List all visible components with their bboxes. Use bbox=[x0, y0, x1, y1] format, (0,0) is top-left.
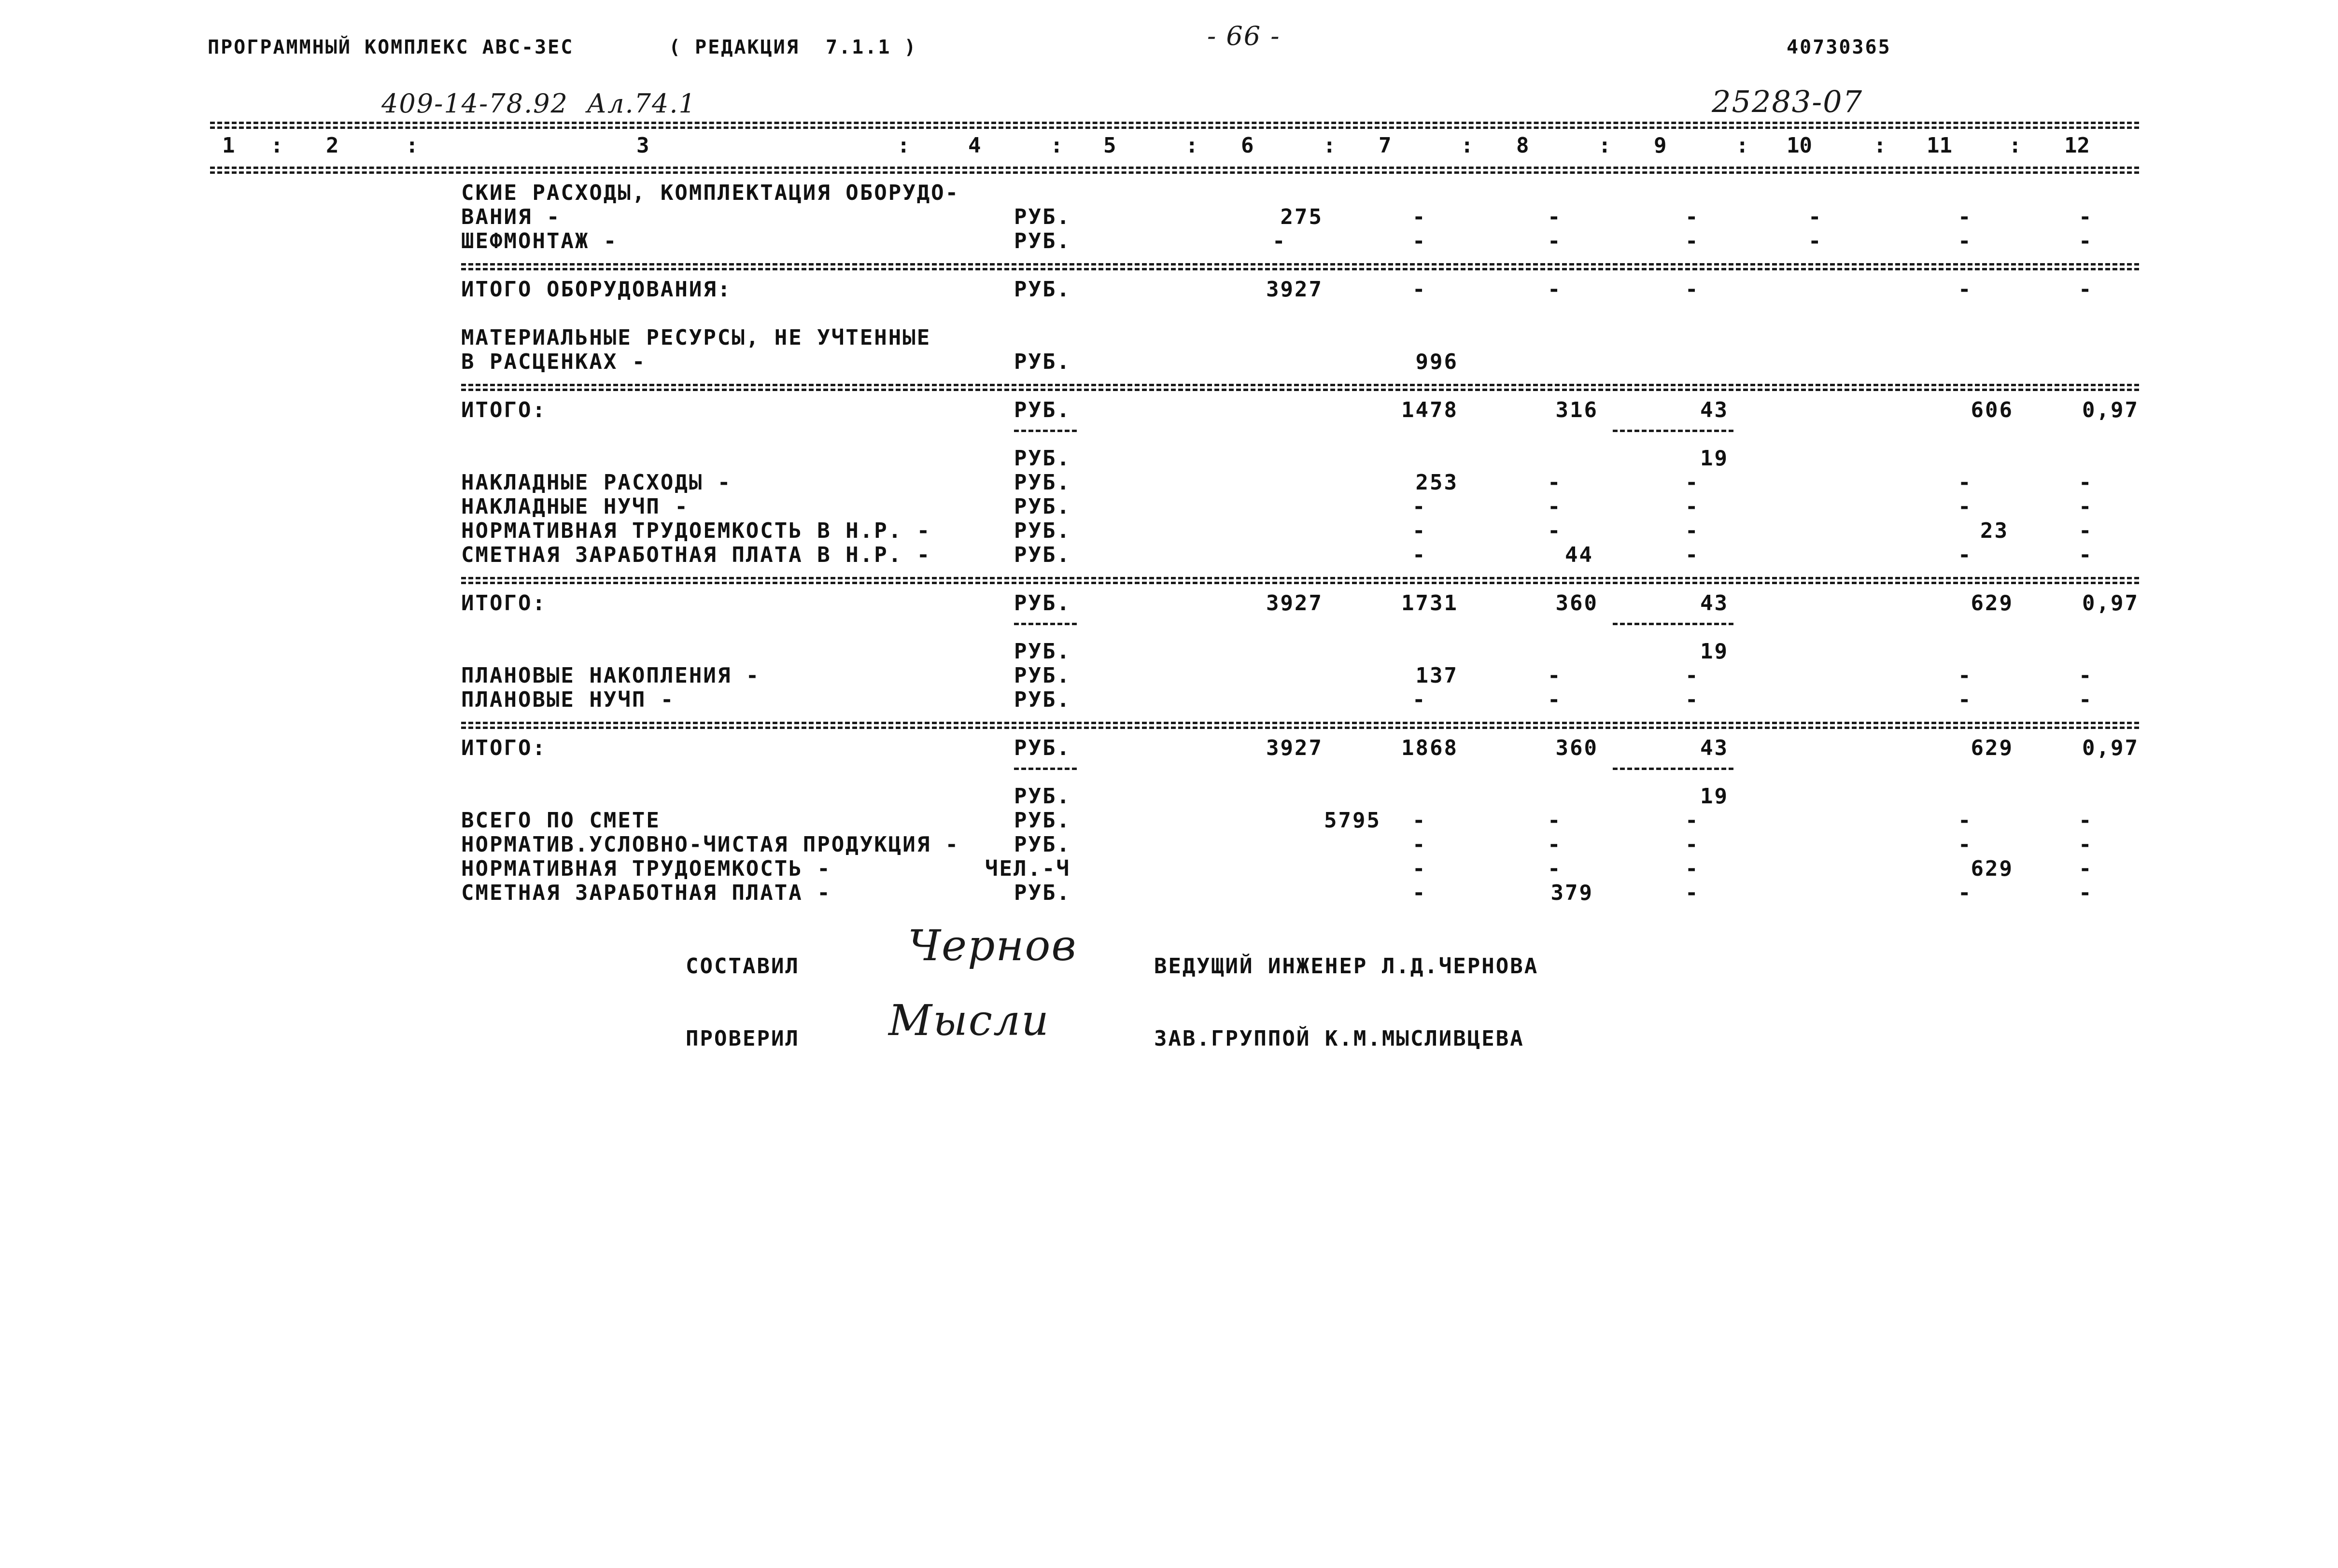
unit-underline bbox=[1014, 623, 1077, 625]
value-col8: 360 bbox=[1555, 736, 1598, 760]
value-col9: - bbox=[1685, 543, 1700, 567]
value-col9: - bbox=[1685, 856, 1700, 881]
row-label: ВАНИЯ - bbox=[461, 205, 561, 229]
value-col11: - bbox=[1958, 277, 1972, 302]
value-col9: 43 bbox=[1700, 398, 1729, 422]
column-header: 2 bbox=[326, 133, 339, 158]
value-col6: 3927 bbox=[1266, 591, 1323, 616]
value-col10: - bbox=[1808, 205, 1823, 229]
column-header: 7 bbox=[1379, 133, 1392, 158]
column-separator: : bbox=[897, 133, 910, 158]
row-unit: РУБ. bbox=[1014, 639, 1071, 664]
row-unit: РУБ. bbox=[1014, 663, 1071, 688]
value-col12: - bbox=[2079, 687, 2093, 712]
value-col11: - bbox=[1958, 687, 1972, 712]
section-rule bbox=[461, 582, 2139, 584]
value-col8: - bbox=[1548, 277, 1562, 302]
value-col9: - bbox=[1685, 663, 1700, 688]
row-label: ВСЕГО ПО СМЕТЕ bbox=[461, 808, 661, 833]
value-col7: - bbox=[1412, 808, 1427, 833]
column-separator: : bbox=[1050, 133, 1063, 158]
value-col7: - bbox=[1412, 856, 1427, 881]
value-col7: - bbox=[1412, 881, 1427, 905]
value-col11: - bbox=[1958, 881, 1972, 905]
row-unit: РУБ. bbox=[1014, 446, 1071, 471]
column-separator: : bbox=[1461, 133, 1474, 158]
value-col9: - bbox=[1685, 494, 1700, 519]
value-col9: - bbox=[1685, 687, 1700, 712]
value-col11: 629 bbox=[1971, 856, 2014, 881]
section-rule bbox=[461, 384, 2139, 386]
value-col8: 379 bbox=[1550, 881, 1593, 905]
value-col7: 253 bbox=[1415, 470, 1458, 495]
row-unit: РУБ. bbox=[1014, 518, 1071, 543]
row-label: МАТЕРИАЛЬНЫЕ РЕСУРСЫ, НЕ УЧТЕННЫЕ bbox=[461, 325, 931, 350]
value-col11: 629 bbox=[1971, 736, 2014, 760]
header-bottom-rule-2 bbox=[210, 171, 2139, 174]
section-rule bbox=[461, 727, 2139, 729]
compiled-signature: Чернов bbox=[908, 921, 1077, 970]
value-col7: 1731 bbox=[1401, 591, 1458, 616]
value-col7: 996 bbox=[1415, 350, 1458, 374]
value-col12: - bbox=[2079, 663, 2093, 688]
value-col11: - bbox=[1958, 470, 1972, 495]
value-col9: 19 bbox=[1700, 784, 1729, 809]
column-separator: : bbox=[2009, 133, 2022, 158]
column-separator: : bbox=[1185, 133, 1198, 158]
column-header: 1 bbox=[222, 133, 235, 158]
row-unit: РУБ. bbox=[1014, 832, 1071, 857]
row-label: В РАСЦЕНКАХ - bbox=[461, 350, 647, 374]
row-label: ИТОГО: bbox=[461, 736, 547, 760]
page-number: - 66 - bbox=[1207, 21, 1281, 51]
value-col12: - bbox=[2079, 277, 2093, 302]
program-title: ПРОГРАММНЫЙ КОМПЛЕКС АВС-3ЕС bbox=[208, 36, 574, 58]
value-col7: - bbox=[1412, 832, 1427, 857]
value-col8: - bbox=[1548, 663, 1562, 688]
value-col6: 3927 bbox=[1266, 736, 1323, 760]
value-col12: - bbox=[2079, 229, 2093, 253]
header-bottom-rule bbox=[210, 167, 2139, 169]
column-header: 3 bbox=[636, 133, 649, 158]
row-label: НОРМАТИВНАЯ ТРУДОЕМКОСТЬ В Н.Р. - bbox=[461, 518, 931, 543]
compiled-by: ВЕДУЩИЙ ИНЖЕНЕР Л.Д.ЧЕРНОВА bbox=[1154, 954, 1539, 979]
section-rule bbox=[461, 577, 2139, 579]
value-col7: 1868 bbox=[1401, 736, 1458, 760]
value-col11: - bbox=[1958, 808, 1972, 833]
row-unit: РУБ. bbox=[1014, 687, 1071, 712]
unit-underline bbox=[1014, 768, 1077, 770]
value-col12: - bbox=[2079, 832, 2093, 857]
value-col11: - bbox=[1958, 543, 1972, 567]
column-header: 12 bbox=[2064, 133, 2090, 158]
value-col12: - bbox=[2079, 518, 2093, 543]
value-col11: 23 bbox=[1980, 518, 2009, 543]
handwritten-number: 25283-07 bbox=[1712, 84, 1863, 119]
value-col6: 5795 bbox=[1324, 808, 1381, 833]
compiled-label: СОСТАВИЛ bbox=[686, 954, 800, 979]
value-col12: 0,97 bbox=[2082, 591, 2139, 616]
value-col11: - bbox=[1958, 229, 1972, 253]
edition-label: ( РЕДАКЦИЯ 7.1.1 ) bbox=[669, 36, 917, 58]
row-unit: РУБ. bbox=[1014, 784, 1071, 809]
value-col7: 1478 bbox=[1401, 398, 1458, 422]
section-rule bbox=[461, 268, 2139, 270]
section-rule bbox=[461, 722, 2139, 724]
value-col9: - bbox=[1685, 470, 1700, 495]
column-header: 5 bbox=[1103, 133, 1116, 158]
value-col10: - bbox=[1808, 229, 1823, 253]
row-label: ИТОГО ОБОРУДОВАНИЯ: bbox=[461, 277, 732, 302]
section-rule bbox=[461, 389, 2139, 391]
row-label: НАКЛАДНЫЕ РАСХОДЫ - bbox=[461, 470, 732, 495]
checked-by: ЗАВ.ГРУППОЙ К.М.МЫСЛИВЦЕВА bbox=[1154, 1026, 1524, 1051]
row-label: ИТОГО: bbox=[461, 591, 547, 616]
value-col8: - bbox=[1548, 470, 1562, 495]
row-unit: РУБ. bbox=[1014, 277, 1071, 302]
row-label: СКИЕ РАСХОДЫ, КОМПЛЕКТАЦИЯ ОБОРУДО- bbox=[461, 181, 960, 205]
col9-underline bbox=[1613, 623, 1733, 625]
value-col7: - bbox=[1412, 277, 1427, 302]
row-label: НОРМАТИВНАЯ ТРУДОЕМКОСТЬ - bbox=[461, 856, 831, 881]
checked-signature: Мысли bbox=[888, 995, 1050, 1045]
value-col12: - bbox=[2079, 470, 2093, 495]
row-unit: РУБ. bbox=[1014, 205, 1071, 229]
column-header: 4 bbox=[968, 133, 981, 158]
column-header: 9 bbox=[1654, 133, 1667, 158]
column-header: 11 bbox=[1927, 133, 1952, 158]
column-separator: : bbox=[406, 133, 419, 158]
value-col8: - bbox=[1548, 856, 1562, 881]
value-col12: - bbox=[2079, 808, 2093, 833]
value-col9: - bbox=[1685, 277, 1700, 302]
value-col8: 316 bbox=[1555, 398, 1598, 422]
row-unit: РУБ. bbox=[1014, 808, 1071, 833]
value-col12: 0,97 bbox=[2082, 398, 2139, 422]
header-top-rule-2 bbox=[210, 126, 2139, 129]
value-col9: - bbox=[1685, 518, 1700, 543]
row-unit: РУБ. bbox=[1014, 470, 1071, 495]
document-code: 40730365 bbox=[1787, 36, 1891, 58]
value-col11: - bbox=[1958, 494, 1972, 519]
value-col8: - bbox=[1548, 229, 1562, 253]
value-col9: 43 bbox=[1700, 736, 1729, 760]
value-col7: - bbox=[1412, 687, 1427, 712]
value-col9: - bbox=[1685, 229, 1700, 253]
row-label: ПЛАНОВЫЕ НУЧП - bbox=[461, 687, 675, 712]
header-top-rule bbox=[210, 122, 2139, 124]
value-col11: 606 bbox=[1971, 398, 2014, 422]
column-separator: : bbox=[1598, 133, 1611, 158]
value-col9: - bbox=[1685, 205, 1700, 229]
value-col8: - bbox=[1548, 205, 1562, 229]
row-label: НОРМАТИВ.УСЛОВНО-ЧИСТАЯ ПРОДУКЦИЯ - bbox=[461, 832, 960, 857]
value-col8: 44 bbox=[1565, 543, 1593, 567]
column-separator: : bbox=[1736, 133, 1749, 158]
value-col9: - bbox=[1685, 808, 1700, 833]
value-col8: 360 bbox=[1555, 591, 1598, 616]
row-label: СМЕТНАЯ ЗАРАБОТНАЯ ПЛАТА В Н.Р. - bbox=[461, 543, 931, 567]
value-col7: - bbox=[1412, 543, 1427, 567]
value-col12: - bbox=[2079, 543, 2093, 567]
checked-label: ПРОВЕРИЛ bbox=[686, 1026, 800, 1051]
value-col12: - bbox=[2079, 881, 2093, 905]
row-label: СМЕТНАЯ ЗАРАБОТНАЯ ПЛАТА - bbox=[461, 881, 831, 905]
value-col12: - bbox=[2079, 205, 2093, 229]
handwritten-reference: 409-14-78.92 Ал.74.1 bbox=[381, 88, 696, 119]
unit-underline bbox=[1014, 430, 1077, 432]
column-header: 6 bbox=[1241, 133, 1254, 158]
value-col8: - bbox=[1548, 518, 1562, 543]
value-col8: - bbox=[1548, 494, 1562, 519]
row-label: ИТОГО: bbox=[461, 398, 547, 422]
row-label: НАКЛАДНЫЕ НУЧП - bbox=[461, 494, 689, 519]
row-label: ПЛАНОВЫЕ НАКОПЛЕНИЯ - bbox=[461, 663, 761, 688]
column-header: 8 bbox=[1516, 133, 1529, 158]
value-col7: - bbox=[1412, 205, 1427, 229]
row-unit: ЧЕЛ.-Ч bbox=[985, 856, 1070, 881]
value-col6: - bbox=[1272, 229, 1287, 253]
row-unit: РУБ. bbox=[1014, 350, 1071, 374]
column-separator: : bbox=[270, 133, 283, 158]
row-label: ШЕФМОНТАЖ - bbox=[461, 229, 618, 253]
value-col8: - bbox=[1548, 687, 1562, 712]
value-col9: - bbox=[1685, 881, 1700, 905]
row-unit: РУБ. bbox=[1014, 229, 1071, 253]
value-col8: - bbox=[1548, 808, 1562, 833]
row-unit: РУБ. bbox=[1014, 736, 1071, 760]
value-col11: - bbox=[1958, 832, 1972, 857]
value-col6: 275 bbox=[1280, 205, 1323, 229]
value-col9: 19 bbox=[1700, 446, 1729, 471]
value-col11: 629 bbox=[1971, 591, 2014, 616]
value-col7: - bbox=[1412, 494, 1427, 519]
row-unit: РУБ. bbox=[1014, 494, 1071, 519]
value-col7: - bbox=[1412, 518, 1427, 543]
section-rule bbox=[461, 263, 2139, 266]
col9-underline bbox=[1613, 768, 1733, 770]
value-col9: 19 bbox=[1700, 639, 1729, 664]
value-col12: - bbox=[2079, 494, 2093, 519]
value-col11: - bbox=[1958, 205, 1972, 229]
value-col7: - bbox=[1412, 229, 1427, 253]
value-col12: - bbox=[2079, 856, 2093, 881]
row-unit: РУБ. bbox=[1014, 543, 1071, 567]
value-col9: - bbox=[1685, 832, 1700, 857]
value-col8: - bbox=[1548, 832, 1562, 857]
row-unit: РУБ. bbox=[1014, 591, 1071, 616]
value-col6: 3927 bbox=[1266, 277, 1323, 302]
col9-underline bbox=[1613, 430, 1733, 432]
value-col7: 137 bbox=[1415, 663, 1458, 688]
column-separator: : bbox=[1323, 133, 1336, 158]
value-col9: 43 bbox=[1700, 591, 1729, 616]
value-col12: 0,97 bbox=[2082, 736, 2139, 760]
row-unit: РУБ. bbox=[1014, 881, 1071, 905]
column-header: 10 bbox=[1787, 133, 1812, 158]
row-unit: РУБ. bbox=[1014, 398, 1071, 422]
value-col11: - bbox=[1958, 663, 1972, 688]
column-separator: : bbox=[1873, 133, 1887, 158]
